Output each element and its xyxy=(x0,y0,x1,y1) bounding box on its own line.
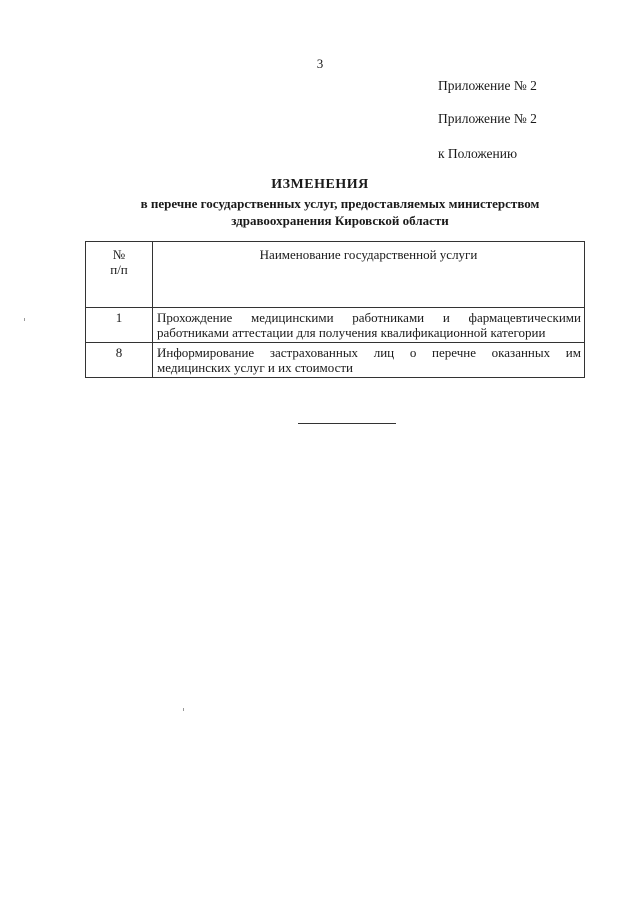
scan-speck xyxy=(24,318,25,321)
table-row xyxy=(86,308,585,343)
appendix-label-repeat: Приложение № 2 xyxy=(438,111,537,126)
services-table xyxy=(85,241,585,378)
column-header-number-symbol: № xyxy=(112,247,126,262)
subtitle-line: в перечне государственных услуг, предоставляемых министерством xyxy=(140,196,540,211)
column-header-number-abbr: п/п xyxy=(110,262,128,277)
column-header-number xyxy=(86,242,153,308)
document-title: ИЗМЕНЕНИЯ xyxy=(271,177,369,192)
table-header-row xyxy=(86,242,585,308)
service-name: Информирование застрахованных лиц о перечне оказанных им медицинских услуг и их стоимости xyxy=(153,343,585,378)
appendix-reference: к Положению xyxy=(438,146,518,161)
subtitle-line: здравоохранения Кировской области xyxy=(231,213,449,228)
table-row xyxy=(86,343,585,378)
appendix-label: Приложение № 2 xyxy=(438,78,537,93)
row-number: 8 xyxy=(86,343,153,378)
page-number: 3 xyxy=(316,56,324,71)
column-header-service-name: Наименование государственной услуги xyxy=(153,242,585,308)
service-name: Прохождение медицинскими работниками и фармацевтическими работниками аттестации для получения квалификационной категории xyxy=(153,308,585,343)
row-number: 1 xyxy=(86,308,153,343)
document-subtitle xyxy=(90,195,590,229)
scan-speck xyxy=(183,708,184,711)
closing-rule xyxy=(298,423,396,424)
